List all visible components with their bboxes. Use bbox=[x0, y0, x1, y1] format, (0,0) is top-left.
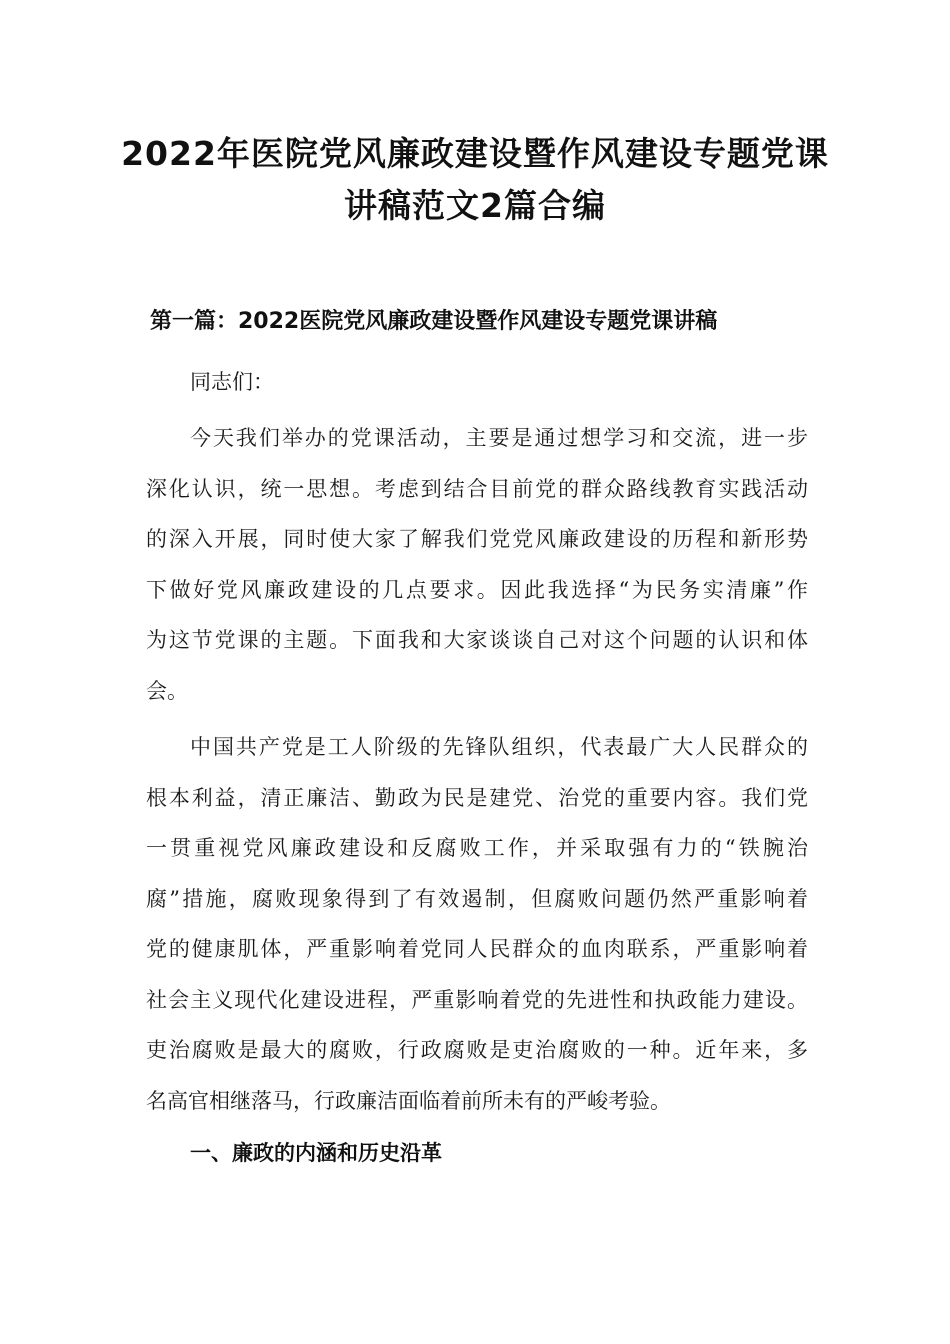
section-title: 第一篇：2022医院党风廉政建设暨作风建设专题党课讲稿 bbox=[150, 309, 718, 334]
paragraph-2-line: 名高官相继落马，行政廉洁面临着前所未有的严峻考验。 bbox=[146, 1088, 671, 1113]
paragraph-1-line: 深化认识，统一思想。考虑到结合目前党的群众路线教育实践活动 bbox=[146, 476, 808, 501]
paragraph-1-line: 的深入开展，同时使大家了解我们党党风廉政建设的历程和新形势 bbox=[146, 527, 808, 551]
paragraph-1-line: 会。 bbox=[146, 678, 188, 703]
paragraph-2-line: 根本利益，清正廉洁、勤政为民是建党、治党的重要内容。我们党 bbox=[146, 785, 808, 810]
title-line-2: 讲稿范文2篇合编 bbox=[344, 186, 606, 225]
greeting: 同志们： bbox=[190, 370, 274, 394]
paragraph-2-line: 腐”措施，腐败现象得到了有效遏制，但腐败问题仍然严重影响着 bbox=[146, 886, 808, 911]
heading-1: 一、廉政的内涵和历史沿革 bbox=[190, 1141, 442, 1165]
paragraph-2-line: 社会主义现代化建设进程，严重影响着党的先进性和执政能力建设。 bbox=[146, 987, 808, 1012]
paragraph-2-line: 吏治腐败是最大的腐败，行政腐败是吏治腐败的一种。近年来，多 bbox=[146, 1038, 808, 1062]
paragraph-2-line: 一贯重视党风廉政建设和反腐败工作，并采取强有力的“铁腕治 bbox=[146, 836, 808, 860]
paragraph-2-line: 中国共产党是工人阶级的先锋队组织，代表最广大人民群众的 bbox=[190, 735, 808, 759]
paragraph-1-line: 为这节党课的主题。下面我和大家谈谈自己对这个问题的认识和体 bbox=[146, 628, 808, 652]
paragraph-2-line: 党的健康肌体，严重影响着党同人民群众的血肉联系，严重影响着 bbox=[146, 937, 808, 961]
paragraph-1-line: 今天我们举办的党课活动，主要是通过想学习和交流，进一步 bbox=[190, 426, 808, 450]
paragraph-1-line: 下做好党风廉政建设的几点要求。因此我选择“为民务实清廉”作 bbox=[146, 577, 808, 602]
document-title bbox=[0, 128, 950, 232]
title-line-1: 2022年医院党风廉政建设暨作风建设专题党课 bbox=[121, 134, 829, 173]
paragraph-2 bbox=[146, 722, 808, 1126]
paragraph-1 bbox=[146, 413, 808, 716]
